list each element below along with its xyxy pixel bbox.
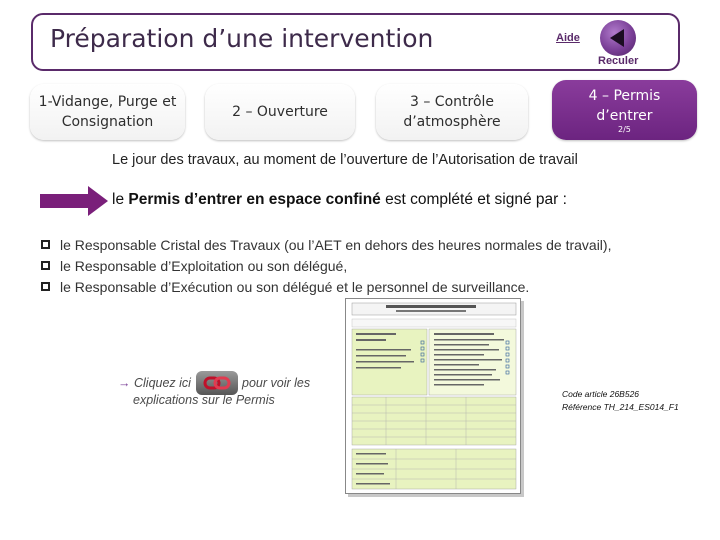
chain-link-icon <box>196 371 238 395</box>
click-hint-start <box>118 376 191 390</box>
back-label: Reculer <box>598 55 639 67</box>
permit-subject <box>112 191 567 209</box>
step-1-vidange[interactable] <box>30 84 185 140</box>
step-label: 4 – Permis d’entrer <box>588 88 661 124</box>
step-2-ouverture[interactable] <box>205 84 355 140</box>
click-hint-after: pour voir les <box>242 376 311 390</box>
square-bullet-icon <box>41 282 50 291</box>
step-3-controle[interactable] <box>376 84 528 140</box>
square-bullet-icon <box>41 261 50 270</box>
help-link[interactable]: Aide <box>556 32 580 44</box>
page-title: Préparation d’une intervention <box>50 24 434 53</box>
step-label: 3 – Contrôle d’atmosphère <box>403 94 501 130</box>
article-code: Code article 26B526 <box>562 389 640 399</box>
step-label: 2 – Ouverture <box>232 104 328 120</box>
subject-bold: Permis d’entrer en espace confiné <box>128 191 381 208</box>
subject-suffix: est complété et signé par : <box>380 191 567 208</box>
square-bullet-icon <box>41 240 50 249</box>
permit-form-thumbnail <box>345 298 521 494</box>
list-item <box>40 276 611 297</box>
permit-form-image <box>346 299 521 494</box>
click-hint-line2: explications sur le Permis <box>133 393 275 407</box>
document-reference: Référence TH_214_ES014_F1 <box>562 402 679 412</box>
click-hint-before: Cliquez ici <box>133 376 191 390</box>
signatory-text: le Responsable d’Exécution ou son délégué et le personnel de surveillance. <box>60 278 530 295</box>
step-label: 1-Vidange, Purge et Consignation <box>38 94 177 130</box>
signatory-text: le Responsable Cristal des Travaux (ou l’AET en dehors des heures normales de travail), <box>60 236 612 253</box>
signatory-list <box>40 234 611 297</box>
signatory-text: le Responsable d’Exploitation ou son délégué, <box>60 257 348 274</box>
right-arrow-icon <box>40 186 108 216</box>
step-counter: 2/5 <box>618 125 631 134</box>
reference-block <box>562 388 679 414</box>
permit-explanation-link[interactable] <box>196 371 238 395</box>
arrow-glyph: → <box>118 376 131 390</box>
back-button[interactable] <box>600 20 636 56</box>
intro-text: Le jour des travaux, au moment de l’ouverture de l’Autorisation de travail <box>112 152 578 168</box>
list-item <box>40 234 611 255</box>
subject-prefix: le <box>112 191 129 208</box>
left-triangle-icon <box>600 20 636 56</box>
list-item <box>40 255 611 276</box>
